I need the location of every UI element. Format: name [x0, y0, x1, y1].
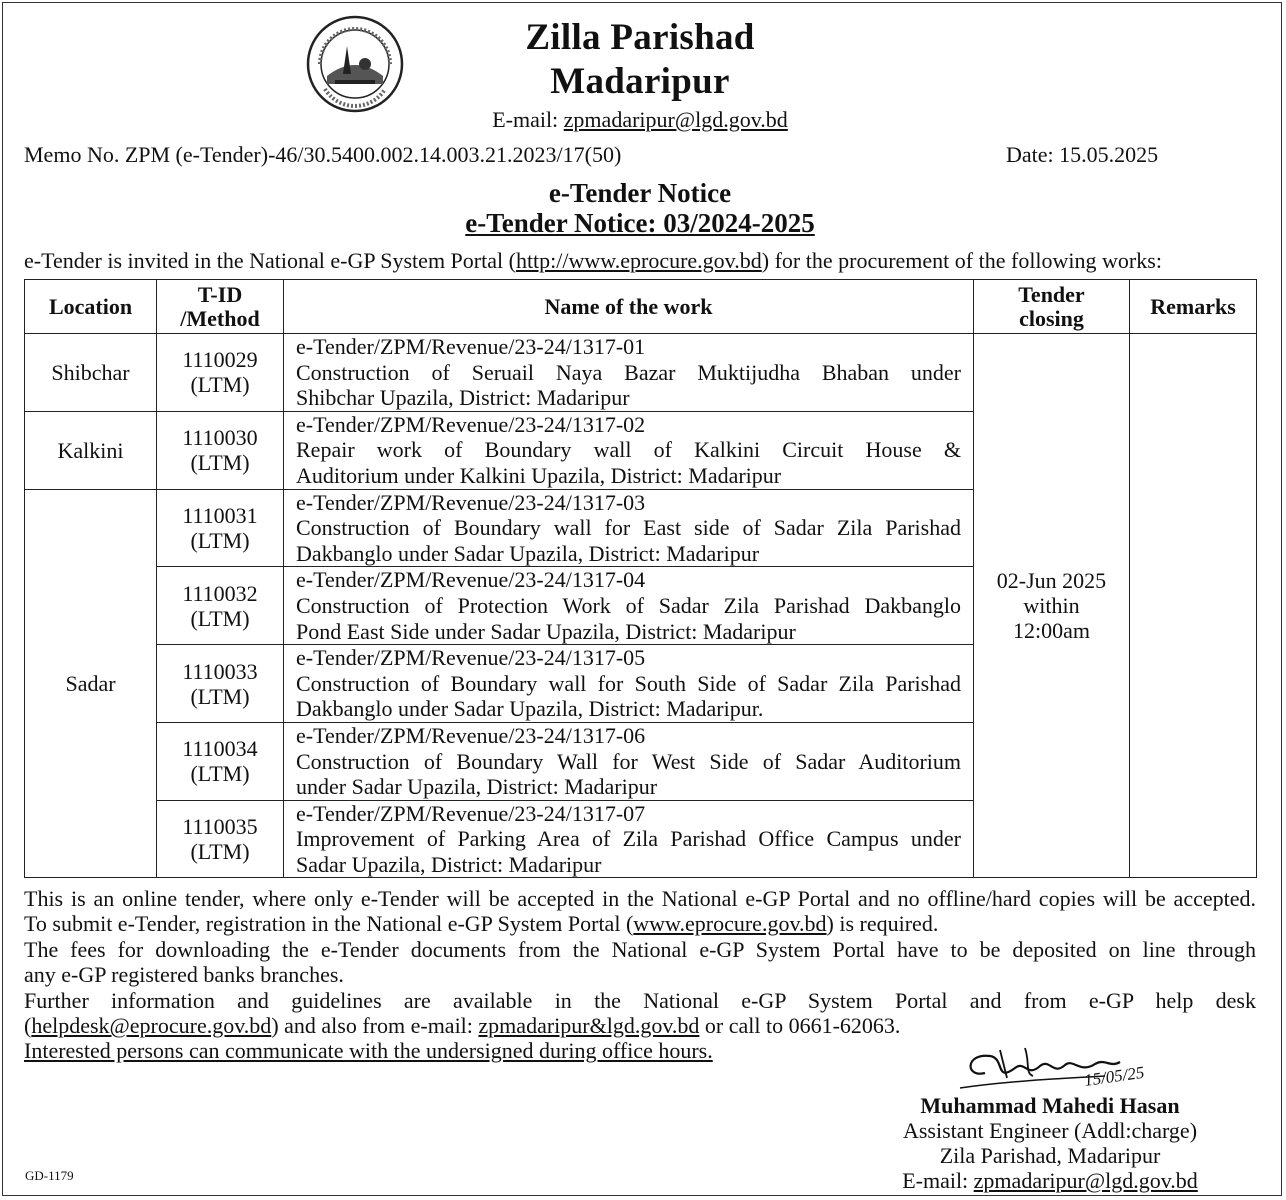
work-ref: e-Tender/ZPM/Revenue/23-24/1317-06 — [296, 722, 646, 748]
tender-table — [24, 279, 1257, 878]
method-value: (LTM) — [190, 761, 250, 787]
work-desc-line1: Construction of Boundary wall for East side of Sadar Zila Parishad — [296, 515, 961, 541]
method-value: (LTM) — [190, 450, 250, 476]
tid-cell — [157, 334, 284, 412]
header-location: Location — [25, 280, 157, 334]
work-ref: e-Tender/ZPM/Revenue/23-24/1317-01 — [296, 334, 646, 359]
tid-value: 1110032 — [182, 580, 258, 606]
header-closing-line1: Tender — [1018, 281, 1085, 307]
closing-cell — [974, 334, 1130, 878]
signatory-email-label: E-mail: — [902, 1168, 974, 1193]
intro-text-after: ) for the procurement of the following works: — [761, 248, 1162, 273]
signatory-email — [880, 1168, 1220, 1194]
p4-end: or call to 0661-62063. — [699, 1013, 901, 1039]
closing-time: 12:00am — [1013, 618, 1090, 644]
table-header-row — [25, 280, 1257, 334]
notice-intro — [24, 248, 1256, 274]
location-cell: Sadar — [25, 489, 157, 878]
signatory-name: Muhammad Mahedi Hasan — [920, 1093, 1180, 1118]
tid-value: 1110031 — [182, 502, 258, 528]
tid-cell — [157, 800, 284, 878]
work-cell — [284, 334, 974, 412]
notice-subtitle-text: e-Tender Notice: 03/2024-2025 — [465, 208, 815, 238]
footer-p5-text: Interested persons can communicate with the undersigned during office hours. — [24, 1038, 713, 1064]
work-desc-line2: Shibchar Upazila, District: Madaripur — [296, 385, 630, 411]
org-name-line2: Madaripur — [550, 61, 730, 102]
memo-date: Date: 15.05.2025 — [1006, 142, 1159, 167]
table-row — [25, 334, 1257, 412]
work-desc-line1: Construction of Boundary Wall for West Side of Sadar Auditorium — [296, 748, 961, 774]
work-desc-line2: Pond East Side under Sadar Upazila, District: Madaripur — [296, 618, 796, 644]
tid-value: 1110034 — [182, 736, 258, 762]
work-desc-line2: Auditorium under Kalkini Upazila, District: Madaripur — [296, 462, 782, 488]
footer-p2 — [24, 911, 1256, 936]
method-value: (LTM) — [190, 839, 250, 865]
handwritten-signature-icon — [955, 1038, 1175, 1098]
notice-subtitle — [0, 208, 1280, 239]
tid-value: 1110035 — [182, 814, 258, 840]
work-cell — [284, 645, 974, 723]
header-remarks: Remarks — [1130, 280, 1257, 334]
header-work-name: Name of the work — [284, 280, 974, 334]
p2-before: To submit e-Tender, registration in the National e-GP System Portal ( — [24, 911, 634, 937]
header-tid-line2: /Method — [180, 305, 260, 331]
work-desc-line2: under Sadar Upazila, District: Madaripur — [296, 774, 658, 800]
work-cell — [284, 800, 974, 878]
eprocure-link[interactable]: http://www.eprocure.gov.bd — [515, 248, 762, 273]
notice-title: e-Tender Notice — [548, 178, 732, 208]
footer-p1: This is an online tender, where only e-Tender will be accepted in the National e-GP Portal and no offline/hard copies will be accepted. — [24, 886, 1256, 911]
closing-within: within — [1023, 593, 1080, 619]
tid-cell — [157, 411, 284, 489]
intro-text-before: e-Tender is invited in the National e-GP System Portal ( — [24, 248, 516, 273]
tid-value: 1110033 — [182, 658, 258, 684]
closing-date: 02-Jun 2025 — [996, 568, 1107, 594]
work-cell — [284, 722, 974, 800]
tid-cell — [157, 722, 284, 800]
work-ref: e-Tender/ZPM/Revenue/23-24/1317-02 — [296, 411, 646, 437]
memo-number: Memo No. ZPM (e-Tender)-46/30.5400.002.14.003.21.2023/17(50) — [24, 142, 622, 167]
zp-email-link[interactable]: zpmadaripur&lgd.gov.bd — [478, 1013, 700, 1039]
signatory-designation: Assistant Engineer (Addl:charge) — [902, 1118, 1198, 1143]
work-ref: e-Tender/ZPM/Revenue/23-24/1317-05 — [296, 645, 646, 671]
p4-mid: ) and also from e-mail: — [271, 1013, 479, 1039]
eprocure-link-footer[interactable]: www.eprocure.gov.bd — [633, 911, 827, 937]
footer-p3-line1: The fees for downloading the e-Tender documents from the National e-GP System Portal have to be deposited on line through — [24, 936, 1256, 962]
tid-value: 1110029 — [182, 347, 258, 373]
header-email-label: E-mail: — [492, 107, 564, 132]
work-desc-line1: Improvement of Parking Area of Zila Parishad Office Campus under — [296, 826, 961, 852]
method-value: (LTM) — [190, 527, 250, 553]
method-value: (LTM) — [190, 683, 250, 709]
work-cell — [284, 411, 974, 489]
header-tid-line1: T-ID — [197, 281, 243, 307]
signatory-email-link[interactable]: zpmadaripur@lgd.gov.bd — [973, 1168, 1198, 1193]
tid-cell — [157, 567, 284, 645]
footer-p3-line2: any e-GP registered banks branches. — [24, 962, 344, 988]
work-cell — [284, 567, 974, 645]
work-desc-line1: Construction of Protection Work of Sadar Zila Parishad Dakbanglo — [296, 592, 961, 618]
tid-cell — [157, 489, 284, 567]
tid-cell — [157, 645, 284, 723]
work-desc-line1: Repair work of Boundary wall of Kalkini Circuit House & — [296, 437, 961, 463]
location-cell: Kalkini — [25, 411, 157, 489]
footer-p4-line1: Further information and guidelines are available in the National e-GP System Portal and from e-GP help desk — [24, 987, 1256, 1013]
work-ref: e-Tender/ZPM/Revenue/23-24/1317-07 — [296, 800, 646, 826]
work-desc-line2: Dakbanglo under Sadar Upazila, District: Madaripur — [296, 540, 760, 566]
tid-value: 1110030 — [182, 425, 258, 451]
signature-date: 15/05/25 — [1082, 1062, 1146, 1090]
header-closing — [974, 280, 1130, 334]
method-value: (LTM) — [190, 605, 250, 631]
helpdesk-email-link[interactable]: helpdesk@eprocure.gov.bd — [31, 1013, 272, 1039]
header-email-link[interactable]: zpmadaripur@lgd.gov.bd — [563, 107, 788, 132]
header-closing-line2: closing — [1019, 305, 1084, 331]
work-desc-line2: Sadar Upazila, District: Madaripur — [296, 851, 602, 877]
method-value: (LTM) — [190, 372, 250, 398]
work-ref: e-Tender/ZPM/Revenue/23-24/1317-04 — [296, 567, 646, 593]
location-cell: Shibchar — [25, 334, 157, 412]
work-ref: e-Tender/ZPM/Revenue/23-24/1317-03 — [296, 489, 646, 515]
p2-after: ) is required. — [826, 911, 939, 937]
ad-code: GD-1179 — [25, 1168, 74, 1183]
org-name-line1: Zilla Parishad — [525, 17, 755, 58]
work-cell — [284, 489, 974, 567]
work-desc-line1: Construction of Seruail Naya Bazar Muktijudha Bhaban under — [296, 359, 961, 385]
footer-p4-line2 — [24, 1013, 1256, 1038]
remarks-cell — [1130, 334, 1257, 878]
signatory-office: Zila Parishad, Madaripur — [939, 1143, 1161, 1168]
header-tid — [157, 280, 284, 334]
work-desc-line1: Construction of Boundary wall for South Side of Sadar Zila Parishad — [296, 670, 961, 696]
p4-open: ( — [24, 1013, 32, 1039]
work-desc-line2: Dakbanglo under Sadar Upazila, District: Madaripur. — [296, 696, 764, 722]
header-email — [0, 107, 1280, 133]
